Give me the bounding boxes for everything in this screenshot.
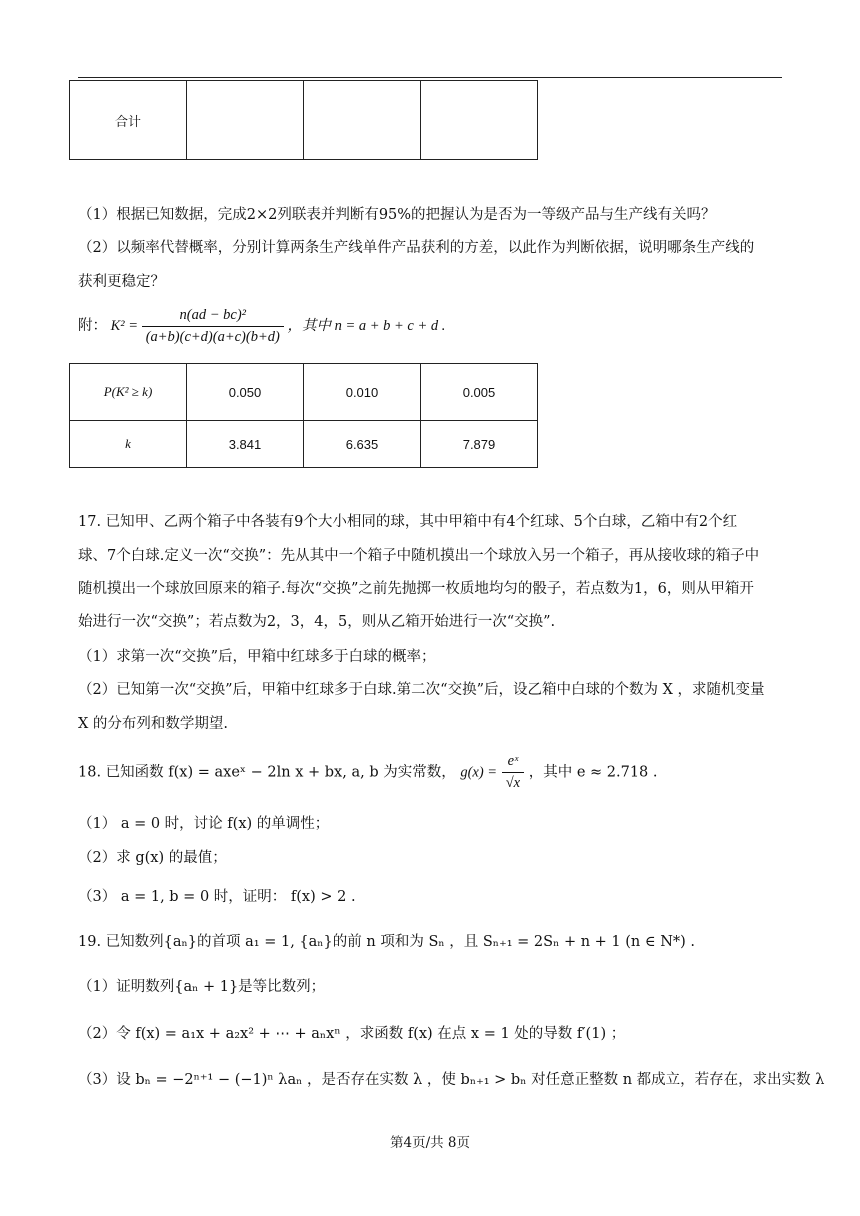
formula-where: ，其中 n = a + b + c + d . — [287, 317, 446, 334]
q19-stem: 19. 已知数列{aₙ}的首项 a₁ = 1, {aₙ}的前 n 项和为 Sₙ ，且 Sₙ₊₁ = 2Sₙ + n + 1 (n ∈ N*) . — [78, 934, 696, 950]
critical-value-table — [69, 363, 538, 468]
page-footer: 第4页/共 8页 — [389, 1135, 471, 1151]
formula-lhs: K² = — [110, 317, 139, 334]
q17-part2-line2: X 的分布列和数学期望. — [78, 716, 229, 732]
table-cell: 6.635 — [304, 421, 421, 468]
formula-fraction — [142, 307, 284, 346]
table-cell: 0.050 — [187, 364, 304, 421]
q19-part1: （1）证明数列{aₙ + 1}是等比数列； — [78, 979, 326, 995]
table-cell: 3.841 — [187, 421, 304, 468]
q16-part2-line1: （2）以频率代替概率，分别计算两条生产线单件产品获利的方差，以此作为判断依据，说明哪条生产线的 — [78, 240, 755, 256]
q16-part2-line2: 获利更稳定？ — [78, 274, 165, 290]
q17-line1: 17. 已知甲、乙两个箱子中各装有9个大小相同的球，其中甲箱中有4个红球、5个白球，乙箱中有2个红 — [78, 514, 738, 530]
row-header-k: k — [70, 421, 187, 468]
table-row — [70, 81, 538, 160]
q18-part2: （2）求 g(x) 的最值； — [78, 850, 227, 866]
table-cell: 7.879 — [421, 421, 538, 468]
q18-function-def: 18. 已知函数 f(x) = axeˣ − 2ln x + bx, a, b 为实常数， — [78, 764, 456, 781]
g-fraction — [502, 753, 524, 792]
contingency-table-total-row — [69, 80, 538, 160]
q17-line4: 始进行一次“交换”；若点数为2，3，4，5，则从乙箱开始进行一次“交换”. — [78, 614, 556, 630]
table-cell — [187, 81, 304, 160]
formula-numerator: n(ad − bc)² — [142, 307, 284, 327]
table-cell: 0.005 — [421, 364, 538, 421]
q18-tail: ，其中 e ≈ 2.718 . — [528, 764, 658, 781]
q19-part3: （3）设 bₙ = −2ⁿ⁺¹ − (−1)ⁿ λaₙ ，是否存在实数 λ ，使 bₙ₊₁ > bₙ 对任意正整数 n 都成立，若存在，求出实数 λ — [78, 1072, 825, 1088]
table-cell — [304, 81, 421, 160]
chi-square-formula — [78, 307, 445, 346]
table-row — [70, 421, 538, 468]
appendix-label: 附： — [78, 317, 107, 334]
table-cell — [421, 81, 538, 160]
formula-denominator: (a+b)(c+d)(a+c)(b+d) — [145, 329, 280, 345]
g-denominator: √x — [505, 775, 521, 791]
q16-part1: （1）根据已知数据，完成2×2列联表并判断有95%的把握认为是否为一等级产品与生产线有关吗？ — [78, 207, 716, 223]
q18-stem — [78, 753, 658, 792]
q17-part2-line1: （2）已知第一次“交换”后，甲箱中红球多于白球.第二次“交换”后，设乙箱中白球的个数为 X ，求随机变量 — [78, 682, 765, 698]
q19-part2: （2）令 f(x) = a₁x + a₂x² + ⋯ + aₙxⁿ ，求函数 f(x) 在点 x = 1 处的导数 f′(1) ； — [78, 1026, 626, 1042]
g-lhs: g(x) = — [460, 764, 498, 781]
q18-part3: （3） a = 1, b = 0 时，证明： f(x) > 2 . — [78, 889, 356, 905]
g-numerator: eˣ — [502, 753, 524, 773]
q17-line3: 随机摸出一个球放回原来的箱子.每次“交换”之前先抛掷一枚质地均匀的骰子，若点数为1，6，则从甲箱开 — [78, 581, 754, 597]
top-rule — [78, 77, 782, 78]
q17-line2: 球、7个白球.定义一次“交换”：先从其中一个箱子中随机摸出一个球放入另一个箱子，再从接收球的箱子中 — [78, 548, 760, 564]
row-header-probability: P(K² ≥ k) — [70, 364, 187, 421]
table-row — [70, 364, 538, 421]
q18-part1: （1） a = 0 时，讨论 f(x) 的单调性； — [78, 816, 330, 832]
q17-part1: （1）求第一次“交换”后，甲箱中红球多于白球的概率； — [78, 649, 436, 665]
table-cell: 0.010 — [304, 364, 421, 421]
total-label: 合计 — [70, 81, 187, 160]
